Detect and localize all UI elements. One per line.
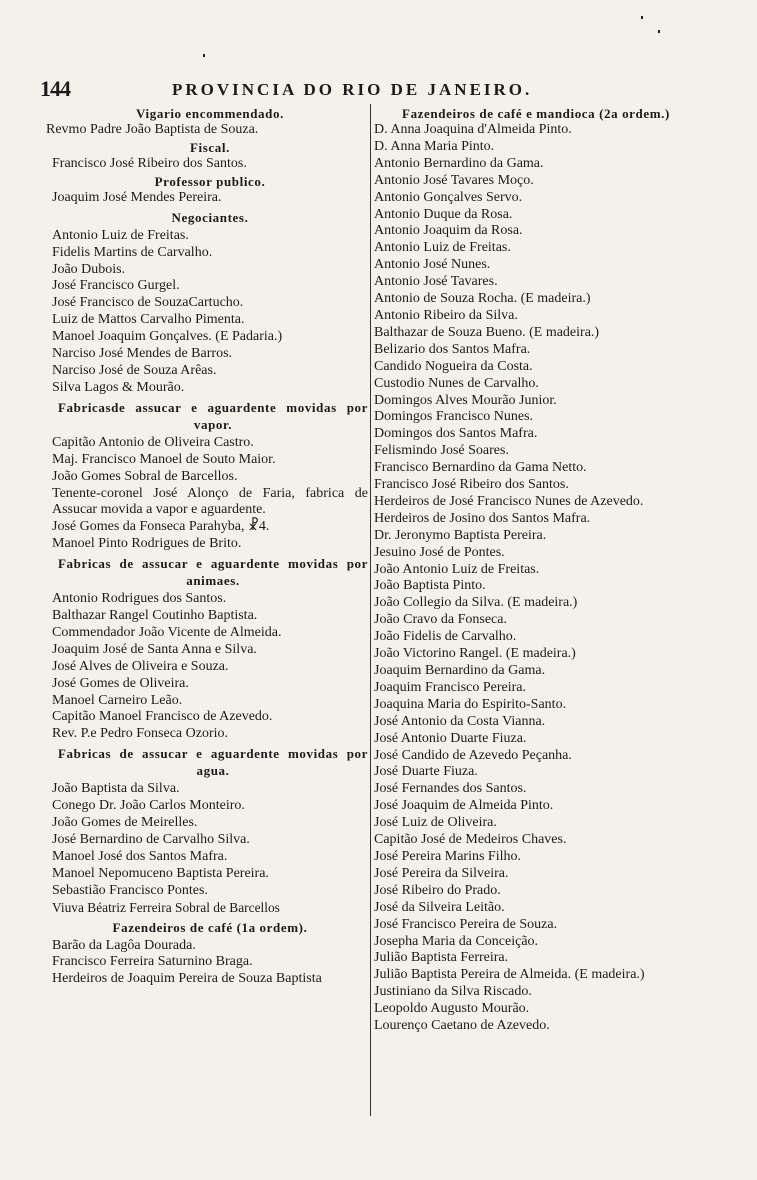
- print-speck: [203, 54, 205, 57]
- list-item: Herdeiros de Josino dos Santos Mafra.: [374, 510, 591, 526]
- list-item: José Antonio da Costa Vianna.: [374, 713, 546, 729]
- print-speck: [641, 16, 643, 19]
- fiscal-entry: Francisco José Ribeiro dos Santos.: [52, 155, 247, 171]
- section-heading-professor: Professor publico.: [154, 173, 266, 189]
- list-item: Barão da Lagôa Dourada.: [52, 937, 196, 953]
- list-item: Manoel Joaquim Gonçalves. (E Padaria.): [52, 329, 283, 345]
- vigario-entry: Revmo Padre João Baptista de Souza.: [46, 122, 259, 137]
- list-item: Francisco José Ribeiro dos Santos.: [374, 477, 569, 493]
- list-item: Narciso José de Souza Arêas.: [52, 362, 217, 378]
- list-item: Antonio de Souza Rocha. (E madeira.): [374, 291, 591, 307]
- section-heading-vapor: Fabricasde assucar e aguardente movidas por vapor.: [58, 399, 368, 432]
- list-item: João Collegio da Silva. (E madeira.): [374, 595, 578, 611]
- list-item: Silva Lagos & Mourão.: [52, 379, 185, 395]
- list-item: Balthazar Rangel Coutinho Baptista.: [52, 608, 258, 624]
- section-heading-negociantes: Negociantes.: [171, 209, 249, 225]
- list-item: Capitão Antonio de Oliveira Castro.: [52, 434, 254, 450]
- list-item: Dr. Jeronymo Baptista Pereira.: [374, 527, 547, 543]
- list-item: Domingos Francisco Nunes.: [374, 409, 534, 425]
- list-item: Justiniano da Silva Riscado.: [374, 984, 532, 1000]
- list-item: José da Silveira Leitão.: [374, 899, 505, 915]
- list-item: João Gomes Sobral de Barcellos.: [52, 468, 238, 484]
- list-item: Antonio José Tavares.: [374, 274, 498, 290]
- list-item: José Luiz de Oliveira.: [374, 815, 497, 831]
- print-speck: [658, 30, 660, 33]
- list-item: Domingos Alves Mourão Junior.: [374, 392, 557, 408]
- section-heading-animaes: Fabricas de assucar e aguardente movidas por animaes.: [58, 556, 368, 589]
- list-item: João Dubois.: [52, 261, 126, 277]
- list-item: Lourenço Caetano de Azevedo.: [374, 1018, 550, 1034]
- list-item: Domingos dos Santos Mafra.: [374, 426, 538, 442]
- list-item: José Gomes da Fonseca Parahyba, ☧4.: [52, 519, 270, 535]
- list-item: João Victorino Rangel. (E madeira.): [374, 646, 576, 662]
- list-item: Antonio Bernardino da Gama.: [374, 155, 544, 171]
- section-heading-vigario: Vigario encommendado.: [136, 106, 284, 121]
- list-item: Candido Nogueira da Costa.: [374, 358, 533, 374]
- list-item: Antonio Luiz de Freitas.: [374, 240, 511, 256]
- list-item: Joaquim Francisco Pereira.: [374, 679, 527, 695]
- list-item: Francisco Ferreira Saturnino Braga.: [52, 954, 253, 970]
- list-item: José Fernandes dos Santos.: [374, 781, 527, 797]
- list-item: Viuva Béatriz Ferreira Sobral de Barcellos: [52, 899, 280, 915]
- list-item: João Baptista Pinto.: [374, 578, 486, 594]
- list-item: João Fidelis de Carvalho.: [374, 629, 517, 645]
- list-item: Antonio Rodrigues dos Santos.: [52, 591, 227, 607]
- right-column: [374, 105, 692, 1035]
- list-item: Capitão Manoel Francisco de Azevedo.: [52, 709, 273, 725]
- list-item: Antonio Gonçalves Servo.: [374, 189, 523, 205]
- list-item: Conego Dr. João Carlos Monteiro.: [52, 798, 245, 814]
- page-title: PROVINCIA DO RIO DE JANEIRO.: [172, 80, 533, 99]
- list-item: Antonio Ribeiro da Silva.: [374, 307, 518, 323]
- column-divider: [370, 104, 371, 1116]
- section-heading-fiscal: Fiscal.: [190, 139, 230, 155]
- list-item: Rev. P.e Pedro Fonseca Ozorio.: [52, 726, 229, 742]
- list-item: José Duarte Fiuza.: [374, 764, 478, 780]
- list-item: João Baptista da Silva.: [52, 781, 180, 797]
- list-item: Joaquina Maria do Espirito-Santo.: [374, 696, 567, 712]
- list-item: Herdeiros de Joaquim Pereira de Souza Baptista: [52, 971, 322, 987]
- list-item: José Francisco Pereira de Souza.: [374, 916, 558, 932]
- list-item: José Candido de Azevedo Peçanha.: [374, 747, 572, 763]
- list-item: Antonio Luiz de Freitas.: [52, 227, 189, 243]
- list-item: José Pereira da Silveira.: [374, 865, 509, 881]
- list-item: Capitão José de Medeiros Chaves.: [374, 832, 567, 848]
- list-item: José Gomes de Oliveira.: [52, 675, 189, 691]
- list-item: Maj. Francisco Manoel de Souto Maior.: [52, 451, 276, 467]
- list-item: José Pereira Marins Filho.: [374, 848, 521, 864]
- list-item: Joaquim Bernardino da Gama.: [374, 663, 546, 678]
- list-item: Sebastião Francisco Pontes.: [52, 882, 208, 898]
- list-item: José Francisco de SouzaCartucho.: [52, 295, 244, 311]
- list-item: José Bernardino de Carvalho Silva.: [52, 832, 250, 847]
- list-item: Herdeiros de José Francisco Nunes de Azevedo.: [374, 493, 644, 509]
- list-item: Manoel Pinto Rodrigues de Brito.: [52, 536, 242, 552]
- list-item: D. Anna Joaquina d'Almeida Pinto.: [374, 122, 572, 137]
- section-heading-cafe-1: Fazendeiros de café (1a ordem).: [112, 919, 308, 935]
- left-column: [46, 105, 368, 988]
- list-item: Tenente-coronel José Alonço de Faria, fabrica de Assucar movida a vapor e aguardente.: [52, 485, 368, 518]
- list-item: Antonio José Tavares Moço.: [374, 172, 534, 188]
- list-item: Jesuino José de Pontes.: [374, 544, 505, 560]
- list-item: Antonio Joaquim da Rosa.: [374, 223, 523, 239]
- list-item: José Ribeiro do Prado.: [374, 882, 501, 898]
- list-item: Manoel José dos Santos Mafra.: [52, 848, 228, 864]
- list-item: Custodio Nunes de Carvalho.: [374, 375, 539, 391]
- list-item: Fidelis Martins de Carvalho.: [52, 244, 213, 260]
- list-item: Joaquim José de Santa Anna e Silva.: [52, 641, 257, 657]
- section-heading-agua: Fabricas de assucar e aguardente movidas por agua.: [58, 746, 368, 779]
- list-item: Balthazar de Souza Bueno. (E madeira.): [374, 324, 600, 340]
- list-item: Manoel Carneiro Leão.: [52, 692, 183, 708]
- list-item: Antonio José Nunes.: [374, 257, 491, 273]
- list-item: Francisco Bernardino da Gama Netto.: [374, 460, 587, 476]
- list-item: Manoel Nepomuceno Baptista Pereira.: [52, 865, 269, 881]
- list-item: Julião Baptista Ferreira.: [374, 950, 509, 966]
- list-item: José Joaquim de Almeida Pinto.: [374, 798, 554, 814]
- professor-entry: Joaquim José Mendes Pereira.: [52, 189, 222, 205]
- list-item: Julião Baptista Pereira de Almeida. (E madeira.): [374, 967, 645, 983]
- list-item: D. Anna Maria Pinto.: [374, 138, 495, 154]
- list-item: Antonio Duque da Rosa.: [374, 206, 513, 222]
- section-heading-cafe-2: Fazendeiros de café e mandioca (2a ordem.): [402, 106, 670, 121]
- list-item: Luiz de Mattos Carvalho Pimenta.: [52, 312, 245, 328]
- page-header: [40, 76, 720, 101]
- list-item: Commendador João Vicente de Almeida.: [52, 624, 282, 640]
- list-item: Leopoldo Augusto Mourão.: [374, 1001, 530, 1017]
- list-item: João Antonio Luiz de Freitas.: [374, 561, 540, 577]
- list-item: Felismindo José Soares.: [374, 443, 509, 459]
- list-item: José Francisco Gurgel.: [52, 278, 180, 294]
- list-item: José Alves de Oliveira e Souza.: [52, 658, 229, 674]
- list-item: José Antonio Duarte Fiuza.: [374, 730, 527, 746]
- list-item: Narciso José Mendes de Barros.: [52, 346, 233, 362]
- list-item: João Gomes de Meirelles.: [52, 815, 198, 831]
- list-item: João Cravo da Fonseca.: [374, 612, 507, 628]
- page-number: 144: [40, 76, 70, 101]
- list-item: Belizario dos Santos Mafra.: [374, 341, 531, 357]
- list-item: Josepha Maria da Conceição.: [374, 933, 539, 949]
